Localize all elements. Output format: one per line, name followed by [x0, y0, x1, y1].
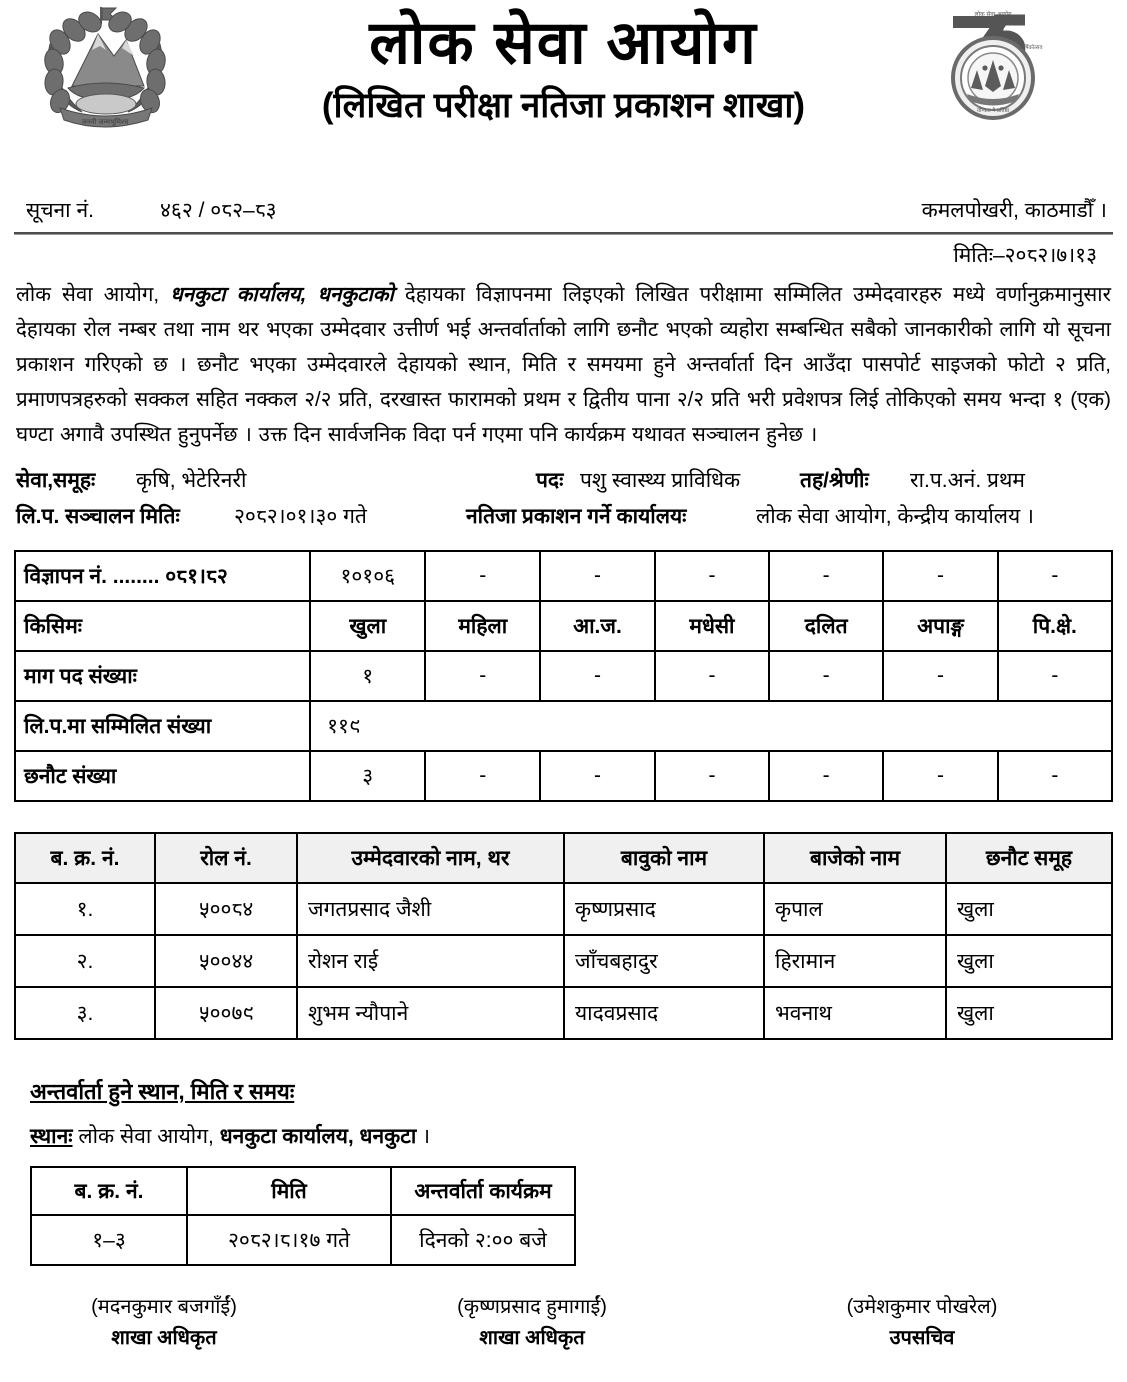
ad-cell: -: [655, 651, 769, 701]
selected-candidates-table: [14, 832, 1113, 1040]
advertisement-summary-table: [14, 550, 1113, 802]
ad-cell: -: [655, 551, 769, 601]
ad-cell: -: [883, 651, 997, 701]
svg-text:वार्षिकोत्सव: वार्षिकोत्सव: [1019, 45, 1043, 51]
table-row: [15, 935, 1112, 987]
table-row: [15, 551, 1112, 601]
column-header-name: उम्मेदवारको नाम, थर: [297, 833, 564, 883]
column-header-grandfather: बाजेको नाम: [764, 833, 946, 883]
cell-group: खुला: [946, 987, 1112, 1039]
signature-block: [12, 1292, 1115, 1372]
ad-cell: १: [310, 651, 425, 701]
column-header-father: बावुको नाम: [564, 833, 764, 883]
cell-iv-date: २०८२।८।१७ गते: [187, 1215, 391, 1265]
ad-cell: -: [769, 751, 883, 801]
table-row: [15, 651, 1112, 701]
ad-cell: -: [883, 551, 997, 601]
cell-iv-program: दिनको २:०० बजे: [391, 1215, 575, 1265]
signature-2: [382, 1292, 682, 1350]
ad-cell-kind: अपाङ्ग: [883, 601, 997, 651]
page-title: लोक सेवा आयोग: [369, 9, 758, 76]
publish-office-value: लोक सेवा आयोग, केन्द्रीय कार्यालय ।: [756, 505, 1034, 528]
column-header-iv-sn: ब. क्र. नं.: [31, 1167, 187, 1215]
ad-row-label: माग पद संख्याः: [15, 651, 310, 701]
svg-text:लोक सेवा आयोग: लोक सेवा आयोग: [974, 12, 1012, 18]
interview-schedule-table: [30, 1166, 576, 1266]
publish-office-label: नतिजा प्रकाशन गर्ने कार्यालयः: [466, 505, 687, 528]
column-header-iv-program: अन्तर्वार्ता कार्यक्रम: [391, 1167, 575, 1215]
exam-date-value: २०८२।०१।३० गते: [234, 505, 367, 528]
ad-cell: -: [998, 751, 1112, 801]
service-value: कृषि, भेटेरिनरी: [136, 469, 247, 492]
ad-cell: -: [540, 551, 655, 601]
cell-roll: ५००७९: [155, 987, 297, 1039]
ad-cell: -: [655, 751, 769, 801]
table-header-row: [15, 833, 1112, 883]
body-part-1: लोक सेवा आयोग,: [16, 283, 171, 306]
ad-row-label: छनौट संख्या: [15, 751, 310, 801]
notice-date: मितिः–२०८२।७।१३: [953, 244, 1097, 267]
nepal-government-emblem-icon: [30, 4, 180, 132]
signature-name: (उमेशकुमार पोखरेल): [846, 1296, 998, 1318]
column-header-iv-date: मिति: [187, 1167, 391, 1215]
ad-cell-kind: महिला: [425, 601, 540, 651]
table-row: [15, 883, 1112, 935]
post-value: पशु स्वास्थ्य प्राविधिक: [580, 469, 741, 492]
signature-name: (कृष्णप्रसाद हुमागाईं): [457, 1296, 607, 1318]
table-row: [15, 701, 1112, 751]
ad-cell: -: [425, 751, 540, 801]
interview-place-label: स्थानः: [30, 1125, 73, 1148]
signature-name: (मदनकुमार बजगाँईं): [91, 1296, 237, 1318]
level-label: तह/श्रेणीः: [800, 469, 869, 492]
cell-father: जाँचबहादुर: [564, 935, 764, 987]
cell-grandfather: कृपाल: [764, 883, 946, 935]
ad-row-label: लि.प.मा सम्मिलित संख्या: [15, 701, 310, 751]
office-place: कमलपोखरी, काठमाडौँ ।: [921, 199, 1107, 222]
signature-3: [772, 1292, 1072, 1350]
cell-sn: ३.: [15, 987, 155, 1039]
ad-cell-kind: पि.क्षे.: [998, 601, 1112, 651]
signature-1: [14, 1292, 314, 1350]
ad-cell: -: [769, 551, 883, 601]
ad-cell: -: [425, 651, 540, 701]
cell-sn: २.: [15, 935, 155, 987]
service-info-row-2: [16, 502, 1111, 538]
service-label: सेवा,समूहः: [16, 469, 96, 492]
interview-place-post: ।: [416, 1125, 431, 1148]
cell-father: यादवप्रसाद: [564, 987, 764, 1039]
signature-title: उपसचिव: [889, 1327, 955, 1349]
table-header-row: [31, 1167, 575, 1215]
ad-cell: -: [540, 651, 655, 701]
ad-row-label: विज्ञापन नं. ........ ०८१।८२: [15, 551, 310, 601]
interview-place-line: [30, 1122, 1115, 1150]
document-header: [12, 0, 1115, 190]
ad-cell: -: [769, 651, 883, 701]
notice-meta-line: [12, 196, 1115, 232]
interview-place-office: धनकुटा कार्यालय, धनकुटा: [219, 1125, 417, 1148]
interview-section-heading: अन्तर्वार्ता हुने स्थान, मिति र समयः: [30, 1079, 295, 1104]
notice-number-value: ४६२ / ०८२–८३: [160, 199, 277, 222]
ad-cell: -: [425, 551, 540, 601]
svg-text:जननी जन्मभूमिश्च: जननी जन्मभूमिश्च: [81, 119, 129, 126]
cell-group: खुला: [946, 883, 1112, 935]
service-info-block: [16, 466, 1111, 538]
lok-sewa-75th-anniversary-emblem-icon: [933, 0, 1053, 125]
cell-grandfather: हिरामान: [764, 935, 946, 987]
notice-number-label: सूचना नं.: [26, 199, 94, 222]
post-label: पदः: [536, 469, 564, 492]
service-info-row-1: [16, 466, 1111, 502]
page-subtitle: (लिखित परीक्षा नतिजा प्रकाशन शाखा): [321, 86, 806, 125]
cell-roll: ५००८४: [155, 883, 297, 935]
ad-cell: १०१०६: [310, 551, 425, 601]
exam-date-label: लि.प. सञ्चालन मितिः: [16, 505, 180, 528]
signature-title: शाखा अधिकृत: [479, 1327, 585, 1349]
svg-text:योग्यता नै प्रतिष्ठा: योग्यता नै प्रतिष्ठा: [976, 108, 1010, 114]
ad-cell: -: [540, 751, 655, 801]
table-row: [15, 751, 1112, 801]
ad-cell: -: [998, 651, 1112, 701]
ad-cell: -: [998, 551, 1112, 601]
cell-name: जगतप्रसाद जैशी: [297, 883, 564, 935]
cell-roll: ५००४४: [155, 935, 297, 987]
ad-cell-total-appeared: ११९: [310, 701, 1112, 751]
level-value: रा.प.अनं. प्रथम: [910, 469, 1025, 492]
ad-cell: ३: [310, 751, 425, 801]
interview-place-pre: लोक सेवा आयोग,: [78, 1125, 220, 1148]
ad-cell-kind: खुला: [310, 601, 425, 651]
column-header-sn: ब. क्र. नं.: [15, 833, 155, 883]
ad-cell-kind: आ.ज.: [540, 601, 655, 651]
ad-cell-kind: दलित: [769, 601, 883, 651]
body-office-name: धनकुटा कार्यालय, धनकुटाको: [170, 283, 394, 306]
cell-iv-sn: १–३: [31, 1215, 187, 1265]
cell-grandfather: भवनाथ: [764, 987, 946, 1039]
ad-cell-kind: मधेसी: [655, 601, 769, 651]
ad-row-label: किसिमः: [15, 601, 310, 651]
table-row: [31, 1215, 575, 1265]
ad-cell: -: [883, 751, 997, 801]
notice-body-paragraph: [16, 277, 1111, 452]
cell-father: कृष्णप्रसाद: [564, 883, 764, 935]
body-part-2: देहायका विज्ञापनमा लिइएको लिखित परीक्षामा सम्मिलित उम्मेदवारहरु मध्ये वर्णानुक्रमानुसार देहायका रोल नम्बर तथा नाम थर भएका उम्मेदवार उत्तीर्ण भई अन्तर्वार्ताको लागि छनौट भएको व्यहोरा सम्बन्धित सबैको जानकारीको लागि यो सूचना प्रकाशन गरिएको छ । छनौट भएका उम्मेदवारले देहायको स्थान, मिति र समयमा हुने अन्तर्वार्ता दिन आउँदा पासपोर्ट साइजको फोटो २ प्रति, प्रमाणपत्रहरुको सक्कल सहित नक्कल २/२ प्रति, दरखास्त फारामको प्रथम र द्वितीय पाना २/२ प्रति भरी प्रवेशपत्र लिई तोकिएको समय भन्दा १ (एक) घण्टा अगावै उपस्थित हुनुपर्नेछ । उक्त दिन सार्वजनिक विदा पर्न गएमा पनि कार्यक्रम यथावत सञ्चालन हुनेछ ।: [16, 283, 1111, 446]
cell-name: शुभम न्यौपाने: [297, 987, 564, 1039]
cell-name: रोशन राई: [297, 935, 564, 987]
table-row: [15, 601, 1112, 651]
column-header-group: छनौट समूह: [946, 833, 1112, 883]
column-header-roll: रोल नं.: [155, 833, 297, 883]
table-row: [15, 987, 1112, 1039]
cell-group: खुला: [946, 935, 1112, 987]
cell-sn: १.: [15, 883, 155, 935]
signature-title: शाखा अधिकृत: [111, 1327, 217, 1349]
